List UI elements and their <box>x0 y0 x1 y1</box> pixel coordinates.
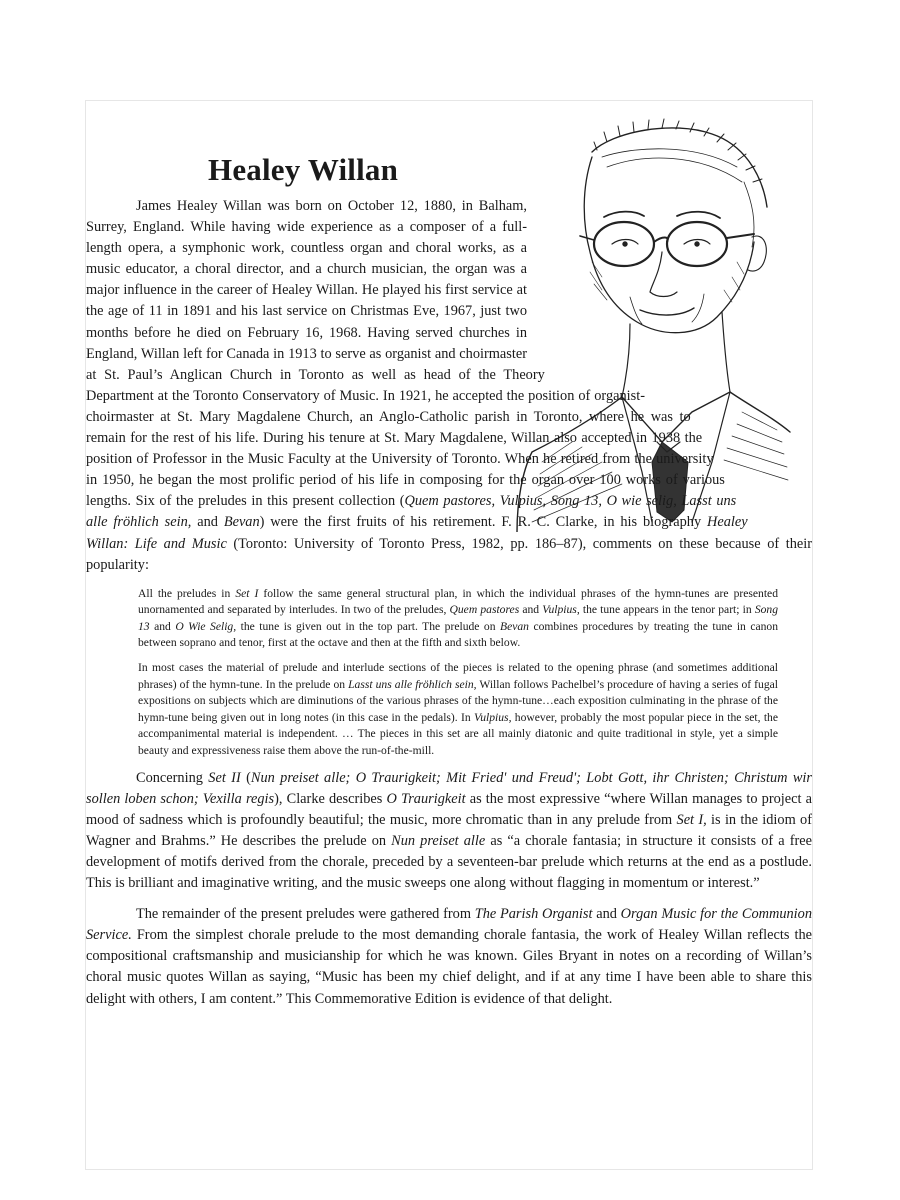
text-run: is in the idiom of Wagner and Brahms.” He describes the prelude on <box>86 811 812 849</box>
text-run: and <box>149 619 176 633</box>
italic-run: Set I, <box>676 811 707 828</box>
italic-run: Vulpius, <box>474 710 512 724</box>
page-title: Healey Willan <box>208 152 399 187</box>
italic-run: Bevan <box>223 514 260 531</box>
italic-run: O Traurigkeit <box>386 790 466 807</box>
italic-run: Set II <box>208 769 241 786</box>
italic-run: O Wie Selig, <box>175 619 237 633</box>
text-run: James Healey Willan was born on October 12, 1880, in Balham, Surrey, England. While having wide experience as a composer of a full-length opera, a symphonic work, countless organ and choral works, as a music educator, a choral director, and a church musician, the organ was a major influence in the career of Healey Willan. He played his first service at the age of 11 in 1891 and his last service on Christmas Eve, 1967, just two months before he died on February 16, 1968. Having served churches in England, Willan left for Canada in 1913 to serve as organist and choirmaster at St. Paul’s Anglican Church in Toronto as well as head of the Theory Department at the Toronto Conservatory of Music. In 1921, he accepted the position of organist-choirmaster at St. Mary Magdalene Church, an Anglo-Catholic parish in Toronto, where he was to remain for the rest of his life. During his tenure at St. Mary Magdalene, Willan also accepted in 1938 the position of Professor in the Music Faculty at the University of Toronto. When he retired from the university in 1950, he began the most prolific period of his life in composing for the organ over 100 works of various lengths. Six of the preludes in this present collection ( <box>86 198 725 510</box>
text-run: and <box>519 603 543 617</box>
text-run: From the simplest chorale prelude to the most demanding chorale fantasia, the work of Healey Willan reflects the compositional craftsmanship and musicianship for which he was known. Giles Bryant in notes on a recording of Willan’s choral music quotes Willan as saying, “Music has been my chief delight, and if at any time I have been able to share this delight with others, I am content.” This Commemorative Edition is evidence of that delight. <box>86 927 812 1007</box>
quote-paragraph-1 <box>138 586 778 652</box>
text-run: The remainder of the present preludes were gathered from <box>136 906 475 923</box>
text-run: the tune appears in the tenor part; in <box>579 603 755 617</box>
text-run: ( <box>240 769 251 786</box>
italic-run: Organ Music for the Communion Service. <box>86 906 813 944</box>
text-run: however, probably the most popular piece in the set, the accompanimental material is independent. … The pieces in this set are all mainly diatonic and quite traditional in style, yet a simple beauty and expressiveness raise them above the run-of-the-mill. <box>138 710 778 758</box>
italic-run: Quem pastores <box>449 603 520 617</box>
italic-run: Healey Willan: Life and Music <box>86 514 748 552</box>
text-run: combines procedures by treating the tune in canon between soprano and tenor, first at the octave and then at the fifth and sixth below. <box>138 619 779 650</box>
text-run: Concerning <box>136 769 209 786</box>
italic-run: Lasst uns alle fröhlich sein, <box>348 677 477 691</box>
text-run: and <box>191 514 224 531</box>
italic-run: Nun preiset alle; O Traurigkeit; Mit Fried' und Freud'; Lobt Gott, ihr Christen; Christum wir sollen loben schon; Vexilla regis <box>86 769 812 807</box>
text-run: In most cases the material of prelude and interlude sections of the pieces is related to the opening phrase (and sometimes additional phrases) of the hymn-tune. In the prelude on <box>138 661 778 691</box>
paragraph-3 <box>86 904 812 1009</box>
italic-run: Vulpius, <box>542 603 580 617</box>
italic-run: Quem pastores, Vulpius, Song 13, O wie selig, Lasst uns alle fröhlich sein, <box>86 493 737 531</box>
italic-run: Nun preiset alle <box>391 832 486 849</box>
quote-paragraph-2 <box>138 660 778 760</box>
text-run: as “a chorale fantasia; in structure it consists of a free development of motifs derived from the chorale, preceded by a seventeen-bar prelude which returns at the end as a postlude. This is brilliant and imaginative writing, and the music sweeps one along without flagging in momentum or interest.” <box>86 832 812 892</box>
text-run: Willan follows Pachelbel’s procedure of having a series of fugal expositions on subjects which are diminutions of the various phrases of the hymn-tune…each exposition culminating in the phrase of the hymn-tune being given out in long notes (in this case in the pedals). In <box>138 677 778 724</box>
text-run: and <box>592 906 621 923</box>
text-run: (Toronto: University of Toronto Press, 1982, pp. 186–87), comments on these because of their popularity: <box>86 535 812 573</box>
text-run: the tune is given out in the top part. The prelude on <box>236 619 501 633</box>
text-run: All the preludes in <box>138 586 236 600</box>
paragraph-2 <box>86 768 812 895</box>
article-body <box>86 196 812 1010</box>
text-run: as the most expressive “where Willan manages to project a mood of sadness which is profoundly beautiful; the music, more chromatic than in any prelude from <box>86 790 813 828</box>
text-run: ) were the first fruits of his retirement. F. R. C. Clarke, in his biography <box>259 514 708 531</box>
text-run: follow the same general structural plan, in which the individual phrases of the hymn-tunes are presented unornamented and separated by interludes. In two of the preludes, <box>138 586 778 617</box>
italic-run: Set I <box>235 586 259 600</box>
block-quote <box>138 586 778 760</box>
italic-run: Song 13 <box>138 603 778 633</box>
italic-run: Bevan <box>500 619 529 633</box>
text-run: ), Clarke describes <box>274 790 387 807</box>
italic-run: The Parish Organist <box>474 906 593 923</box>
